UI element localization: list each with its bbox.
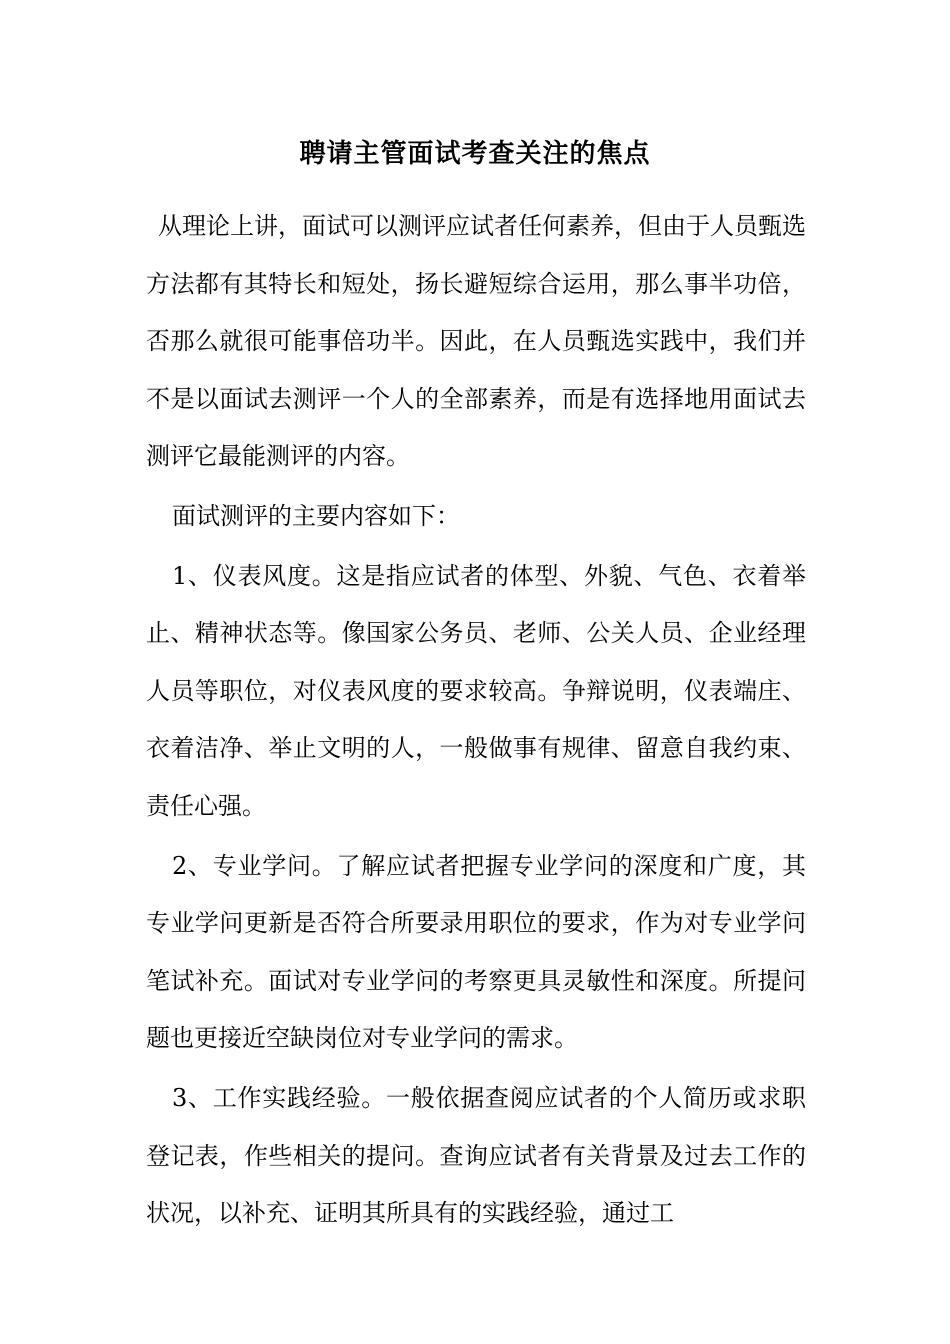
document-body: [146, 198, 806, 1245]
paragraph-item-1-appearance: 1、仪表风度。这是指应试者的体型、外貌、气色、衣着举止、精神状态等。像国家公务员、老师、公关人员、企业经理人员等职位，对仪表风度的要求较高。争辩说明，仪表端庄、衣着洁净、举止文明的人，一般做事有规律、留意自我约束、责任心强。: [146, 561, 806, 820]
document-title: 聘请主管面试考查关注的焦点: [299, 139, 651, 169]
paragraph-content-heading: 面试测评的主要内容如下：: [172, 501, 460, 530]
paragraph-item-2-knowledge: 2、专业学问。了解应试者把握专业学问的深度和广度，其专业学问更新是否符合所要录用职位的要求，作为对专业学问笔试补充。面试对专业学问的考察更具灵敏性和深度。所提问题也更接近空缺岗位对专业学问的需求。: [146, 851, 806, 1053]
paragraph-intro: 从理论上讲，面试可以测评应试者任何素养，但由于人员甄选方法都有其特长和短处，扬长避短综合运用，那么事半功倍，否那么就很可能事倍功半。因此，在人员甄选实践中，我们并不是以面试去测评一个人的全部素养，而是有选择地用面试去测评它最能测评的内容。: [146, 212, 806, 471]
paragraph-item-3-experience: 3、工作实践经验。一般依据查阅应试者的个人简历或求职登记表，作些相关的提问。查询应试者有关背景及过去工作的状况，以补充、证明其所具有的实践经验，通过工: [146, 1083, 806, 1228]
